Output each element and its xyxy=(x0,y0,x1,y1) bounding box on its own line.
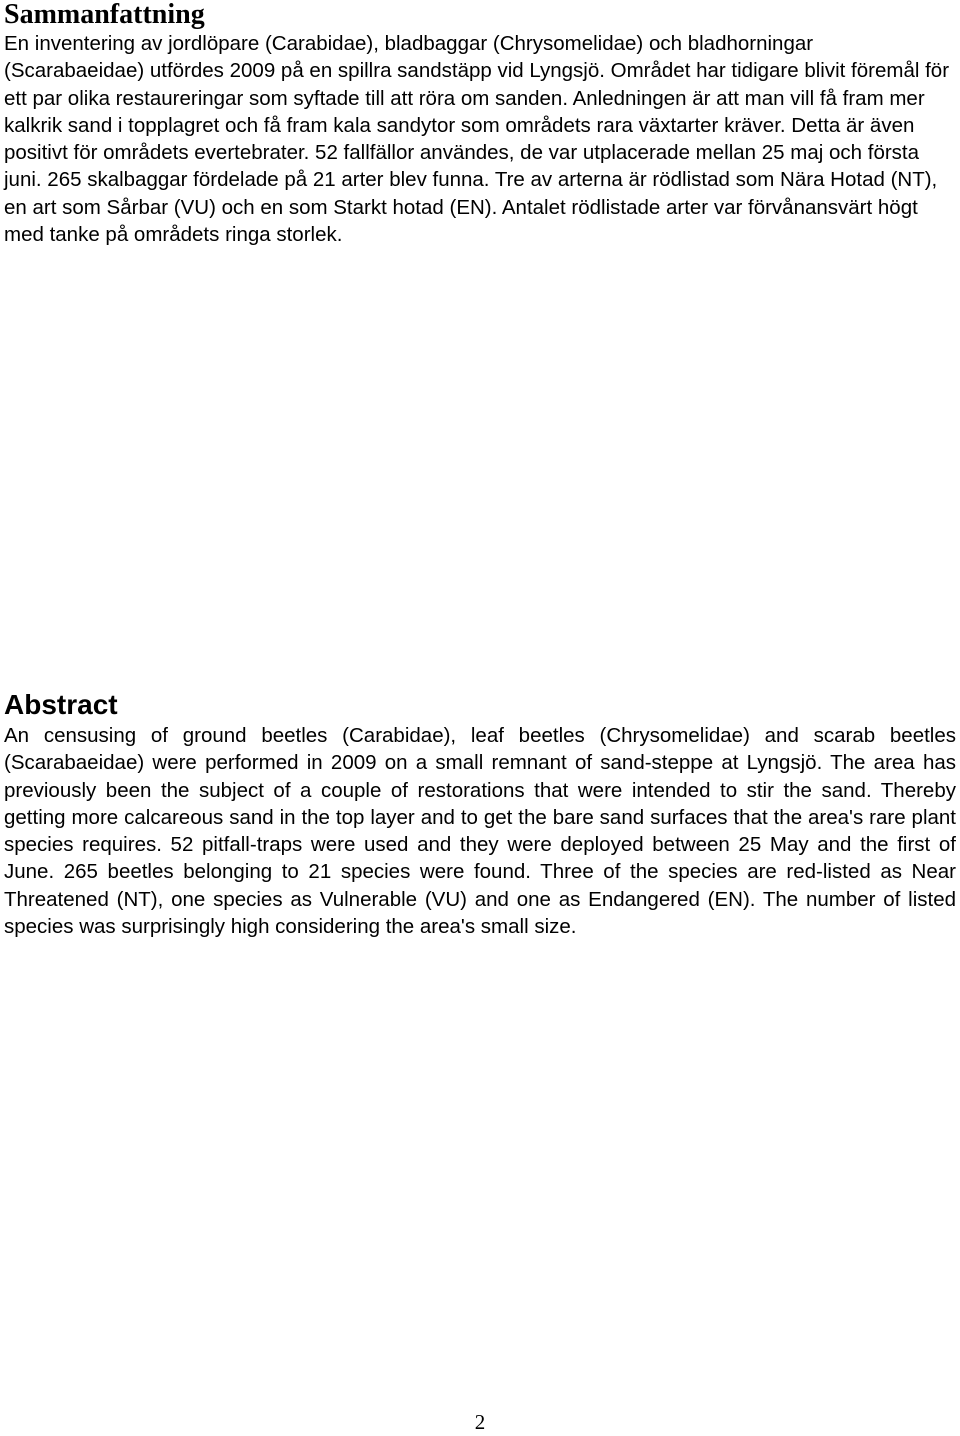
sammanfattning-section xyxy=(4,0,956,248)
sammanfattning-heading: Sammanfattning xyxy=(4,0,205,30)
page-number: 2 xyxy=(474,1410,486,1434)
abstract-paragraph: An censusing of ground beetles (Carabidae), leaf beetles (Chrysomelidae) and scarab beetles (Scarabaeidae) were performed in 2009 on a small remnant of sand-steppe at Lyngsjö. The area has previously been the subject of a couple of restorations that were intended to stir the sand. Thereby getting more calcareous sand in the top layer and to get the bare sand surfaces that the area's rare plant species requires. 52 pitfall-traps were used and they were deployed between 25 May and the first of June. 265 beetles belonging to 21 species were found. Three of the species are red-listed as Near Threatened (NT), one species as Vulnerable (VU) and one as Endangered (EN). The number of listed species was surprisingly high considering the area's small size. xyxy=(4,724,956,939)
abstract-section xyxy=(4,688,956,940)
sammanfattning-paragraph: En inventering av jordlöpare (Carabidae), bladbaggar (Chrysomelidae) och bladhorningar (Scarabaeidae) utfördes 2009 på en spillra sandstäpp vid Lyngsjö. Området har tidigare blivit föremål för ett par olika restaureringar som syftade till att röra om sanden. Anledningen är att man vill få fram mer kalkrik sand i topplagret och få fram kala sandytor som områdets rara växtarter kräver. Detta är även positivt för områdets evertebrater. 52 fallfällor användes, de var utplacerade mellan 25 maj och första juni. 265 skalbaggar fördelade på 21 arter blev funna. Tre av arterna är rödlistad som Nära Hotad (NT), en art som Sårbar (VU) och en som Starkt hotad (EN). Antalet rödlistade arter var förvånansvärt högt med tanke på områdets ringa storlek. xyxy=(4,32,950,247)
abstract-heading: Abstract xyxy=(4,689,118,720)
